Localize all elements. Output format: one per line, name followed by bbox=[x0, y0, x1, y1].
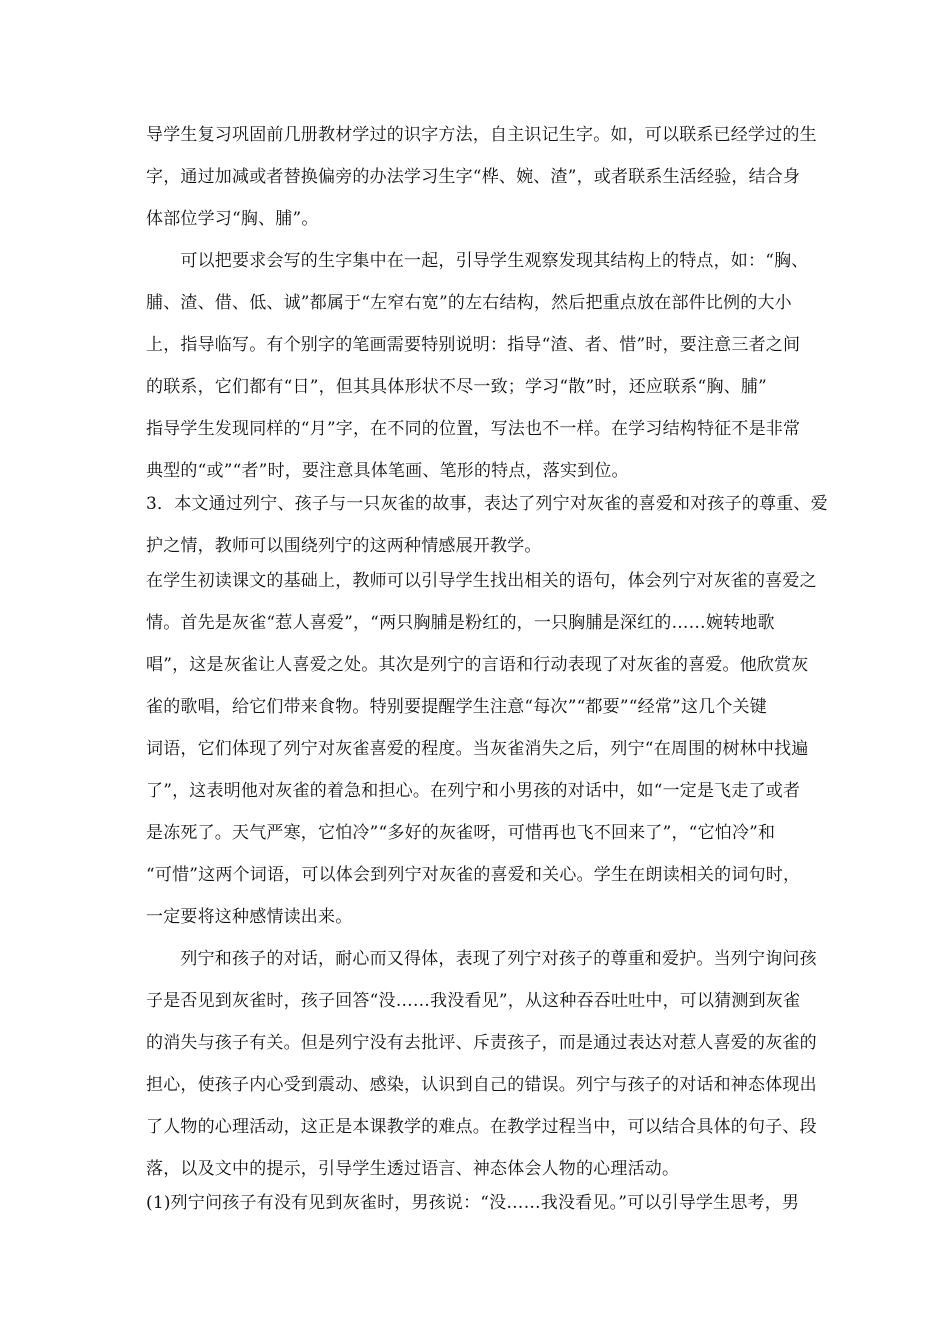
text-line: 3．本文通过列宁、孩子与一只灰雀的故事，表达了列宁对灰雀的喜爱和对孩子的尊重、爱 bbox=[146, 494, 828, 514]
text-line: 上，指导临写。有个别字的笔画需要特别说明：指导“渣、者、惜”时，要注意三者之间 bbox=[146, 335, 801, 355]
text-line: 了”，这表明他对灰雀的着急和担心。在列宁和小男孩的对话中，如“一定是飞走了或者 bbox=[146, 781, 801, 801]
text-line: 在学生初读课文的基础上，教师可以引导学生找出相关的语句，体会列宁对灰雀的喜爱之 bbox=[146, 571, 817, 591]
text-line: “可惜”这两个词语，可以体会到列宁对灰雀的喜爱和关心。学生在朗读相关的词句时， bbox=[146, 865, 801, 885]
text-line: 典型的“或”“者”时，要注意具体笔画、笔形的特点，落实到位。 bbox=[146, 461, 629, 481]
text-line: 担心，使孩子内心受到震动、感染，认识到自己的错误。列宁与孩子的对话和神态体现出 bbox=[146, 1075, 817, 1095]
text-line: 是冻死了。天气严寒，它怕冷”“多好的灰雀呀，可惜再也飞不回来了”，“它怕冷”和 bbox=[146, 823, 776, 843]
text-line: 可以把要求会写的生字集中在一起，引导学生观察发现其结构上的特点，如：“胸、 bbox=[146, 251, 809, 271]
text-line: 脯、渣、借、低、诚”都属于“左窄右宽”的左右结构，然后把重点放在部件比例的大小 bbox=[146, 293, 792, 313]
text-line: 落，以及文中的提示，引导学生透过语言、神态体会人物的心理活动。 bbox=[146, 1159, 680, 1179]
text-line: 导学生复习巩固前几册教材学过的识字方法，自主识记生字。如，可以联系已经学过的生 bbox=[146, 125, 817, 145]
text-line: 体部位学习“胸、脯”。 bbox=[146, 209, 319, 229]
text-line: 情。首先是灰雀“惹人喜爱”，“两只胸脯是粉红的，一只胸脯是深红的……婉转地歌 bbox=[146, 613, 775, 633]
text-line: (1)列宁问孩子有没有见到灰雀时，男孩说：“没……我没看见。”可以引导学生思考，男 bbox=[146, 1193, 800, 1213]
text-line: 子是否见到灰雀时，孩子回答“没……我没看见”，从这种吞吞吐吐中，可以猜测到灰雀 bbox=[146, 991, 801, 1011]
text-line: 雀的歌唱，给它们带来食物。特别要提醒学生注意“每次”“都要”“经常”这几个关键 bbox=[146, 697, 767, 717]
text-line: 了人物的心理活动，这正是本课教学的难点。在教学过程当中，可以结合具体的句子、段 bbox=[146, 1117, 817, 1137]
text-line: 唱”，这是灰雀让人喜爱之处。其次是列宁的言语和行动表现了对灰雀的喜爱。他欣赏灰 bbox=[146, 655, 809, 675]
text-line: 的消失与孩子有关。但是列宁没有去批评、斥责孩子，而是通过表达对惹人喜爱的灰雀的 bbox=[146, 1033, 817, 1053]
text-line: 的联系，它们都有“日”，但其具体形状不尽一致；学习“散”时，还应联系“胸、脯” bbox=[146, 377, 767, 397]
text-line: 护之情，教师可以围绕列宁的这两种情感展开教学。 bbox=[146, 536, 542, 556]
text-line: 字，通过加减或者替换偏旁的办法学习生字“桦、婉、渣”，或者联系生活经验，结合身 bbox=[146, 167, 801, 187]
text-line: 一定要将这种感情读出来。 bbox=[146, 907, 353, 927]
text-line: 词语，它们体现了列宁对灰雀喜爱的程度。当灰雀消失之后，列宁“在周围的树林中找遍 bbox=[146, 739, 809, 759]
text-line: 列宁和孩子的对话，耐心而又得体，表现了列宁对孩子的尊重和爱护。当列宁询问孩 bbox=[146, 949, 817, 969]
text-line: 指导学生发现同样的“月”字，在不同的位置，写法也不一样。在学习结构特征不是非常 bbox=[146, 419, 801, 439]
